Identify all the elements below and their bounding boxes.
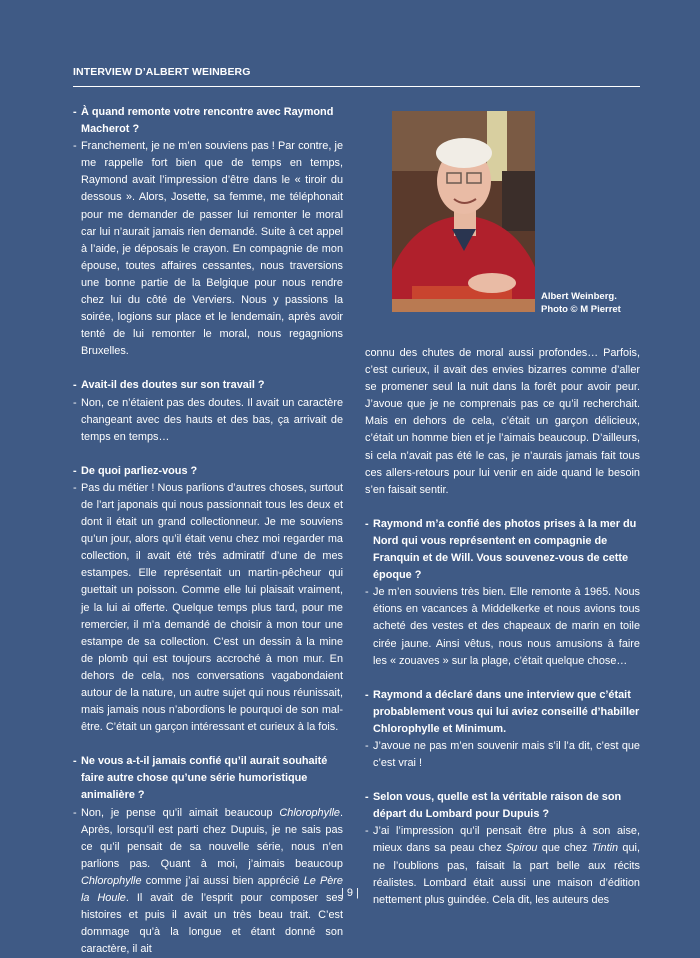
question-text: Avait-il des doutes sur son travail ? <box>81 379 265 392</box>
portrait-illustration <box>392 111 535 312</box>
section-header: INTERVIEW D’ALBERT WEINBERG <box>73 66 251 78</box>
answer: - J’ai l’impression qu’il pensait être plus à son aise, mieux dans sa peau chez Spirou que chez Tintin qui, ne l’oublions pas, faisait la part belle aux récits réalistes. Lombard était aussi une maison d’édition nettement plus guindée. Cela dit, les auteurs des <box>365 823 640 908</box>
answer-continuation: connu des chutes de moral aussi profondes… Parfois, c’est curieux, il avait des envies bizarres comme d’aller se promener seul la nuit dans la forêt pour avoir peur. J’avoue que je ne comprenais pas ce qu’il recherchait. Mais en dehors de cela, c’était un garçon délicieux, c’était un homme bien et je l’aimais beaucoup. D’ailleurs, si cela n’avait pas été le cas, je n’aurais jamais fait tous ces allers-retours pour lui venir en aide quand le besoin s’en faisait sentir. <box>365 347 640 496</box>
answer-text: Non, je pense qu’il aimait beaucoup Chlorophylle. Après, lorsqu’il est parti chez Dupuis, je ne sais pas ce qu’il pensait de sa nouvelle série, nous n’en parlions pas. Quant à moi, j’aimais beaucoup Chlorophylle comme j’ai aussi bien apprécié Le Père la Houle. Il avait de l’esprit pour composer ses histoires et puis il avait un très beau trait. C’est dommage qu’à la longue et étant donné son caractère, il ait <box>81 806 343 956</box>
question-text: Ne vous a-t-il jamais confié qu’il aurait souhaité faire autre chose qu’une série humoristique animalière ? <box>81 755 328 802</box>
question: - Ne vous a-t-il jamais confié qu’il aurait souhaité faire autre chose qu’une série humoristique animalière ? <box>73 753 343 804</box>
answer: - Franchement, je ne m’en souviens pas ! Par contre, je me rappelle fort bien que de temps en temps, Raymond avait l’impression d’être dans le « tiroir du dessous ». Alors, Josette, sa femme, me téléphonait pour me demander de passer lui remonter le moral car lui n’aurait jamais rien demandé. Suite à cet appel à l’aide, je déposais le crayon. En compagnie de mon épouse, toutes affaires cessantes, nous traversions une bonne partie de la Belgique pour nous rendre chez lui du côté de Verviers. Nous y passions la soirée, logions sur place et le lendemain, après avoir tenté de lui remonter le moral, nous regagnions Bruxelles. <box>73 138 343 360</box>
answer: - J’avoue ne pas m’en souvenir mais s’il l’a dit, c’est que c’est vrai ! <box>365 738 640 772</box>
answer: - Pas du métier ! Nous parlions d’autres choses, surtout de l’art japonais qui nous passionnait tous les deux et dont il était un grand collectionneur. Je me souviens qu’un jour, alors qu’il était venu chez moi regarder ma collection, il avait été très admiratif d’une de mes estampes. Elle représentait un martin-pêcheur qui guettait un poisson. Comme elle lui plaisait vraiment, je la lui ai offerte. Quelque temps plus tard, pour me remercier, il m’a demandé de choisir à mon tour une estampe de sa collection. C’est un dessin à la mine de plomb qui est toujours accroché à mon mur. En dehors de cela, nos conversations vagabondaient autour de la nature, un autre sujet qui nous réunissait, mais jamais nous n’abordions le pourquoi de son mal-être. C’était un garçon intéressant et curieux à la fois. <box>73 480 343 736</box>
question-text: De quoi parliez-vous ? <box>81 464 198 477</box>
question: - Raymond m’a confié des photos prises à la mer du Nord qui vous représentent en compagnie de Franquin et de Will. Vous souvenez-vous de cette époque ? <box>365 516 640 584</box>
question: - De quoi parliez-vous ? <box>73 463 343 480</box>
caption-line: Photo © M Pierret <box>541 304 621 315</box>
answer-text: J’avoue ne pas m’en souvenir mais s’il l’a dit, c’est que c’est vrai ! <box>373 739 640 770</box>
question-text: Selon vous, quelle est la véritable raison de son départ du Lombard pour Dupuis ? <box>373 791 622 821</box>
answer-text: Je m’en souviens très bien. Elle remonte à 1965. Nous étions en vacances à Middelkerke et nous avions tous acheté des vestes et des chapeaux de marin en toile cirée jaune. Ainsi vêtus, nous nous amusions à faire les « zouaves » sur la plage, c’était quelque chose… <box>373 586 640 667</box>
question-text: Raymond m’a confié des photos prises à la mer du Nord qui vous représentent en compagnie de Franquin et de Will. Vous souvenez-vous de cette époque ? <box>373 517 637 582</box>
photo-caption <box>541 290 621 316</box>
question: - À quand remonte votre rencontre avec Raymond Macherot ? <box>73 104 343 138</box>
portrait-photo <box>392 111 535 312</box>
question: - Raymond a déclaré dans une interview que c’était probablement vous qui lui aviez conseillé d’habiller Chlorophylle et Minimum. <box>365 687 640 738</box>
answer-text: J’ai l’impression qu’il pensait être plus à son aise, mieux dans sa peau chez Spirou que chez Tintin qui, ne l’oublions pas, faisait la part belle aux récits réalistes. Lombard était aussi une maison d’édition nettement plus guindée. Cela dit, les auteurs des <box>373 825 640 906</box>
question: - Selon vous, quelle est la véritable raison de son départ du Lombard pour Dupuis ? <box>365 789 640 823</box>
question-text: À quand remonte votre rencontre avec Raymond Macherot ? <box>81 106 334 136</box>
question: - Avait-il des doutes sur son travail ? <box>73 377 343 394</box>
header-divider <box>73 86 640 87</box>
page-number: | 9 | <box>341 887 359 899</box>
left-column <box>73 104 343 958</box>
answer: - Non, je pense qu’il aimait beaucoup Chlorophylle. Après, lorsqu’il est parti chez Dupuis, je ne sais pas ce qu’il pensait de sa nouvelle série, nous n’en parlions pas. Quant à moi, j’aimais beaucoup Chlorophylle comme j’ai aussi bien apprécié Le Père la Houle. Il avait de l’esprit pour composer ses histoires et puis il avait un très beau trait. C’est dommage qu’à la longue et étant donné son caractère, il ait <box>73 805 343 958</box>
answer: - Non, ce n’étaient pas des doutes. Il avait un caractère changeant avec des hauts et des bas, ça arrivait de temps en temps… <box>73 395 343 446</box>
right-column <box>365 345 640 909</box>
caption-line: Albert Weinberg. <box>541 291 617 302</box>
answer-text: Franchement, je ne m’en souviens pas ! Par contre, je me rappelle fort bien que de temps en temps, Raymond avait l’impression d’être dans le « tiroir du dessous ». Alors, Josette, sa femme, me téléphonait pour me demander de passer lui remonter le moral car lui n’aurait jamais rien demandé. Suite à cet appel à l’aide, je déposais le crayon. En compagnie de mon épouse, toutes affaires cessantes, nous traversions une bonne partie de la Belgique pour nous rendre chez lui du côté de Verviers. Nous y passions la soirée, logions sur place et le lendemain, après avoir tenté de lui remonter le moral, nous regagnions Bruxelles. <box>81 140 343 358</box>
answer-text: Non, ce n’étaient pas des doutes. Il avait un caractère changeant avec des hauts et des bas, ça arrivait de temps en temps… <box>81 396 343 443</box>
question-text: Raymond a déclaré dans une interview que c’était probablement vous qui lui aviez conseillé d’habiller Chlorophylle et Minimum. <box>373 688 640 735</box>
answer-text: Pas du métier ! Nous parlions d’autres choses, surtout de l’art japonais qui nous passionnait tous les deux et dont il était un grand collectionneur. Je me souviens qu’un jour, alors qu’il était venu chez moi regarder ma collection, il avait été très admiratif d’une de mes estampes. Elle représentait un martin-pêcheur qui guettait un poisson. Comme elle lui plaisait vraiment, je la lui ai offerte. Quelque temps plus tard, pour me remercier, il m’a demandé de choisir à mon tour une estampe de sa collection. C’est un dessin à la mine de plomb qui est toujours accroché à mon mur. En dehors de cela, nos conversations vagabondaient autour de la nature, un autre sujet qui nous réunissait, mais jamais nous n’abordions le pourquoi de son mal-être. C’était un garçon intéressant et curieux à la fois. <box>81 481 343 734</box>
answer: - Je m’en souviens très bien. Elle remonte à 1965. Nous étions en vacances à Middelkerke et nous avions tous acheté des vestes et des chapeaux de marin en toile cirée jaune. Ainsi vêtus, nous nous amusions à faire les « zouaves » sur la plage, c’était quelque chose… <box>365 584 640 669</box>
